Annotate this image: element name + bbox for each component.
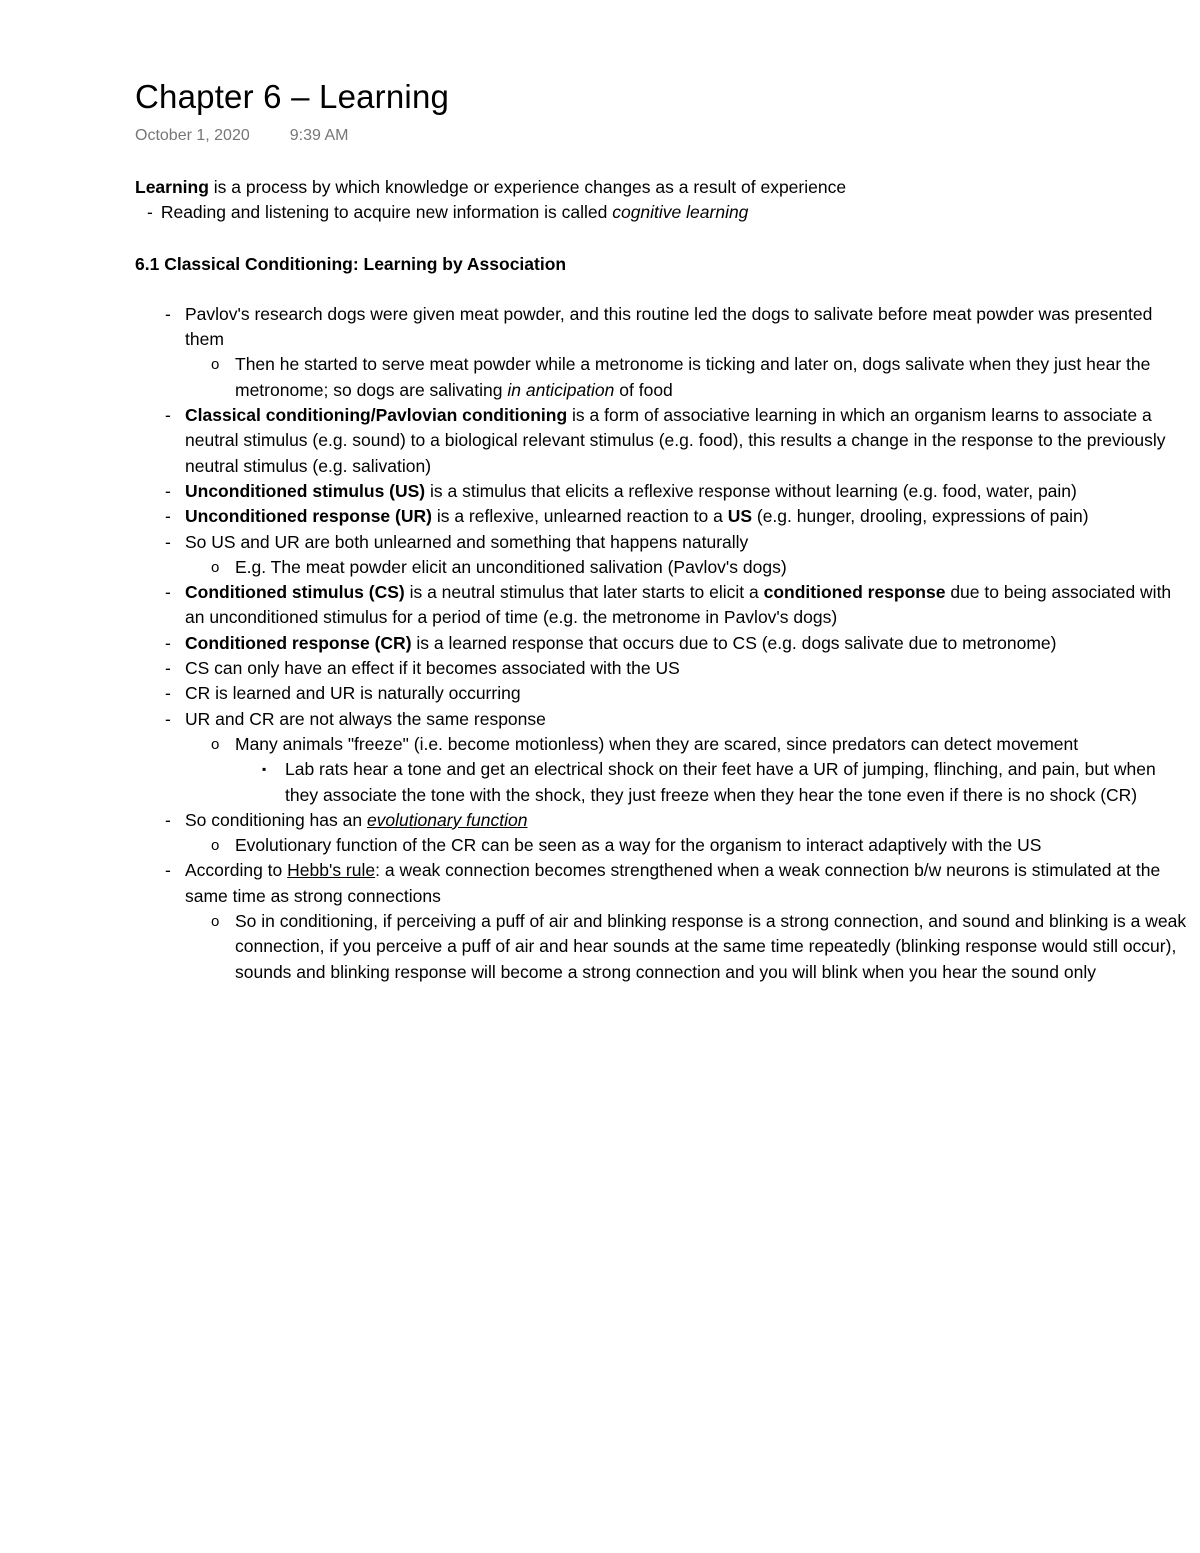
list-item — [135, 479, 1190, 504]
list-item-text: is a neutral stimulus that later starts to elicit a — [404, 582, 764, 603]
dash-marker: - — [165, 708, 171, 729]
bullet-list — [135, 302, 1190, 985]
intro-sub-text: Reading and listening to acquire new information is called — [160, 202, 613, 223]
list-item — [135, 631, 1190, 656]
section-heading: 6.1 Classical Conditioning: Learning by Association — [135, 253, 567, 274]
note-date: October 1, 2020 — [135, 127, 250, 144]
list-item-text: (e.g. hunger, drooling, expressions of pain) — [752, 506, 1089, 527]
dash-marker: - — [165, 809, 171, 830]
list-subitem — [135, 555, 1190, 580]
emphasis-underlined-text: evolutionary function — [366, 809, 528, 830]
list-item-text: : a weak connection becomes strengthened when a weak connection b/w neurons is stimulated at the same time as strong connections — [185, 860, 1161, 906]
list-item-text: Then he started to serve meat powder while a metronome is ticking and later on, dogs salivate when they just hear the metronome; so dogs are salivating — [235, 354, 1151, 400]
list-item — [135, 302, 1190, 353]
list-item-text: Evolutionary function of the CR can be seen as a way for the organism to interact adaptively with the US — [235, 835, 1042, 856]
circle-marker: o — [211, 913, 220, 931]
term-bold: US — [727, 506, 752, 527]
list-item-text: E.g. The meat powder elicit an unconditioned salivation (Pavlov's dogs) — [235, 556, 787, 577]
list-item-text: is a learned response that occurs due to CS (e.g. dogs salivate due to metronome) — [411, 632, 1057, 653]
emphasis-text: in anticipation — [507, 379, 615, 400]
dash-marker: - — [165, 658, 171, 679]
square-marker: ▪ — [262, 762, 267, 777]
list-item-text: due to being associated with an unconditioned stimulus for a period of time (e.g. the metronome in Pavlov's dogs) — [185, 582, 1172, 628]
page-title: Chapter 6 – Learning — [135, 78, 450, 115]
dash-marker: - — [147, 202, 153, 223]
intro-sub-item — [135, 200, 1190, 225]
list-item-text: CS can only have an effect if it becomes associated with the US — [185, 658, 680, 679]
term-bold: Unconditioned stimulus (US) — [185, 480, 426, 501]
note-time: 9:39 AM — [289, 127, 349, 144]
list-item-text: So conditioning has an — [185, 809, 367, 830]
dash-marker: - — [165, 683, 171, 704]
list-item — [135, 656, 1190, 681]
list-item — [135, 858, 1190, 909]
list-item-text: is a stimulus that elicits a reflexive response without learning (e.g. food, water, pain) — [425, 480, 1077, 501]
term-bold: Classical conditioning/Pavlovian conditioning — [185, 405, 568, 426]
list-item-text: is a reflexive, unlearned reaction to a — [431, 506, 728, 527]
term-bold: Conditioned response (CR) — [185, 632, 412, 653]
list-item — [135, 580, 1190, 631]
intro-term: Learning — [135, 177, 209, 197]
list-item — [135, 707, 1190, 732]
list-item — [135, 530, 1190, 555]
list-subsubitem — [135, 757, 1190, 808]
note-page — [135, 74, 1190, 985]
list-item-text: According to — [185, 860, 288, 881]
intro-sub-term: cognitive learning — [612, 202, 749, 223]
term-bold: Conditioned stimulus (CS) — [185, 582, 405, 603]
list-item — [135, 403, 1190, 479]
list-item-text: of food — [614, 379, 673, 400]
list-item-text: So in conditioning, if perceiving a puff of air and blinking response is a strong connection, and sound and blinking is a weak connection, if you perceive a puff of air and hear sounds at the same time repeatedly (blinking response would still occur), sounds and blinking response will become a strong connection and you will blink when you hear the sound only — [235, 911, 1187, 982]
list-item-text: Pavlov's research dogs were given meat powder, and this routine led the dogs to salivate before meat powder was presented them — [185, 303, 1153, 350]
intro-definition — [135, 175, 1190, 200]
hebbs-rule-underlined: Hebb's rule — [287, 860, 376, 881]
circle-marker: o — [211, 356, 220, 374]
list-item-text: UR and CR are not always the same response — [185, 708, 546, 729]
list-item-text: So US and UR are both unlearned and something that happens naturally — [185, 531, 749, 552]
dash-marker: - — [165, 860, 171, 881]
intro-def-text: is a process by which knowledge or experience changes as a result of experience — [208, 177, 847, 197]
dash-marker: - — [165, 531, 171, 552]
circle-marker: o — [211, 837, 220, 855]
list-item — [135, 681, 1190, 706]
list-item-text: Many animals "freeze" (i.e. become motionless) when they are scared, since predators can detect movement — [235, 733, 1079, 754]
list-item-text: CR is learned and UR is naturally occurring — [185, 683, 521, 704]
list-subitem — [135, 732, 1190, 757]
intro-block — [135, 175, 1190, 226]
dash-marker: - — [165, 506, 171, 527]
list-subitem — [135, 909, 1190, 985]
term-bold: Unconditioned response (UR) — [185, 506, 432, 527]
note-timestamp — [135, 125, 1190, 147]
term-bold: conditioned response — [763, 582, 946, 603]
dash-marker: - — [165, 303, 171, 324]
list-item — [135, 504, 1190, 529]
list-item — [135, 808, 1190, 833]
list-subitem — [135, 352, 1190, 403]
list-subitem — [135, 833, 1190, 858]
list-item-text: Lab rats hear a tone and get an electrical shock on their feet have a UR of jumping, flinching, and pain, but when they associate the tone with the shock, they just freeze when they hear the tone even if there is no shock (CR) — [285, 759, 1156, 805]
circle-marker: o — [211, 558, 220, 576]
dash-marker: - — [165, 582, 171, 603]
dash-marker: - — [165, 480, 171, 501]
circle-marker: o — [211, 735, 220, 753]
list-item-text: is a form of associative learning in which an organism learns to associate a neutral stimulus (e.g. sound) to a biological relevant stimulus (e.g. food), this results a change in the response to the previously neutral stimulus (e.g. salivation) — [185, 405, 1166, 476]
dash-marker: - — [165, 405, 171, 426]
dash-marker: - — [165, 632, 171, 653]
